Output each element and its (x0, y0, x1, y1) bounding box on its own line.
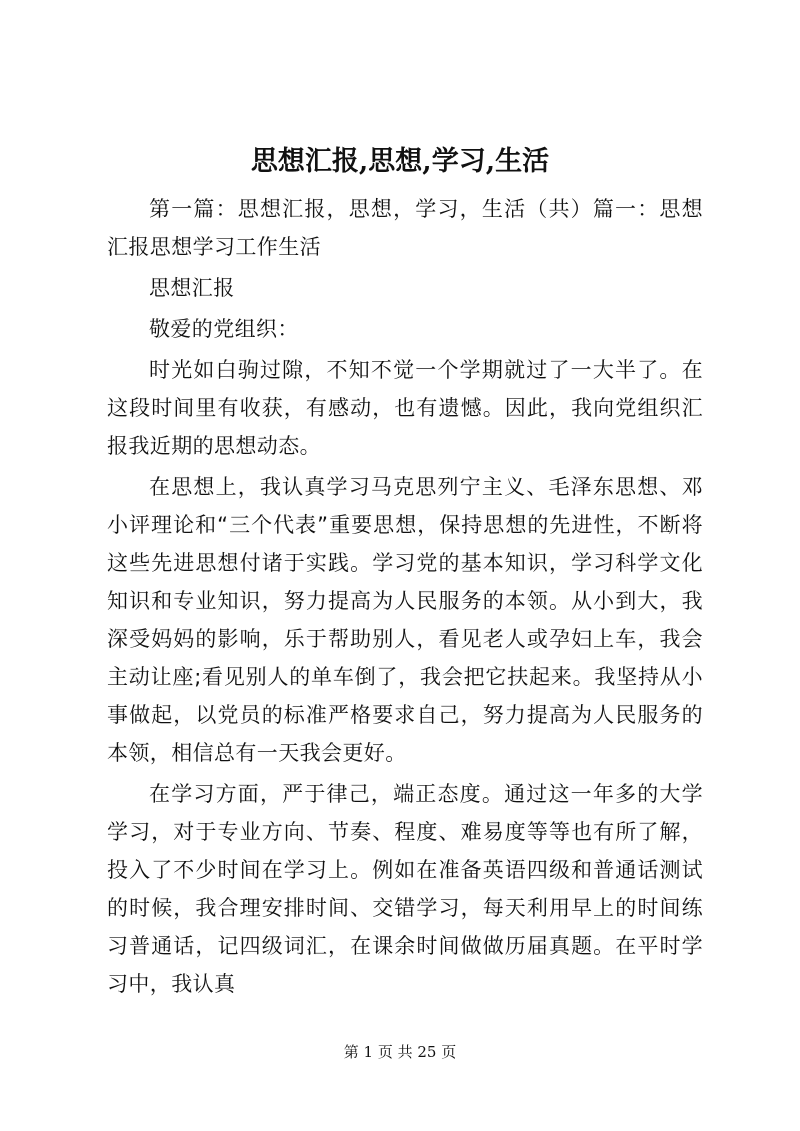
paragraph-heading: 思想汇报 (149, 276, 235, 300)
page-footer: 第 1 页 共 25 页 (343, 1043, 457, 1061)
paragraph-thought: 在思想上，我认真学习马克思列宁主义、毛泽东思想、邓小评理论和“三个代表”重要思想，保持思想的先进性，不断将这些先进思想付诸于实践。学习党的基本知识，学习科学文化知识和专业知识，努力提高为人民服务的本领。从小到大，我深受妈妈的影响，乐于帮助别人，看见老人或孕妇上车，我会主动让座;看见别人的单车倒了，我会把它扶起来。我坚持从小事做起，以党员的标准严格要求自己，努力提高为人民服务的本领，相信总有一天我会更好。 (107, 475, 703, 765)
paragraph-intro: 第一篇：思想汇报，思想，学习，生活（共）篇一：思想汇报思想学习工作生活 (107, 197, 703, 259)
paragraph-salutation: 敬爱的党组织： (149, 317, 299, 341)
paragraph-study: 在学习方面，严于律己，端正态度。通过这一年多的大学学习，对于专业方向、节奏、程度、难易度等等也有所了解，投入了不少时间在学习上。例如在准备英语四级和普通话测试的时候，我合理安排时间、交错学习，每天利用早上的时间练习普通话，记四级词汇，在课余时间做做历届真题。在平时学习中，我认真 (107, 782, 703, 996)
paragraph-opening: 时光如白驹过隙，不知不觉一个学期就过了一大半了。在这段时间里有收获，有感动，也有遗憾。因此，我向党组织汇报我近期的思想动态。 (107, 358, 703, 458)
document-title: 思想汇报,思想,学习,生活 (250, 146, 550, 177)
document-body (107, 190, 703, 1006)
